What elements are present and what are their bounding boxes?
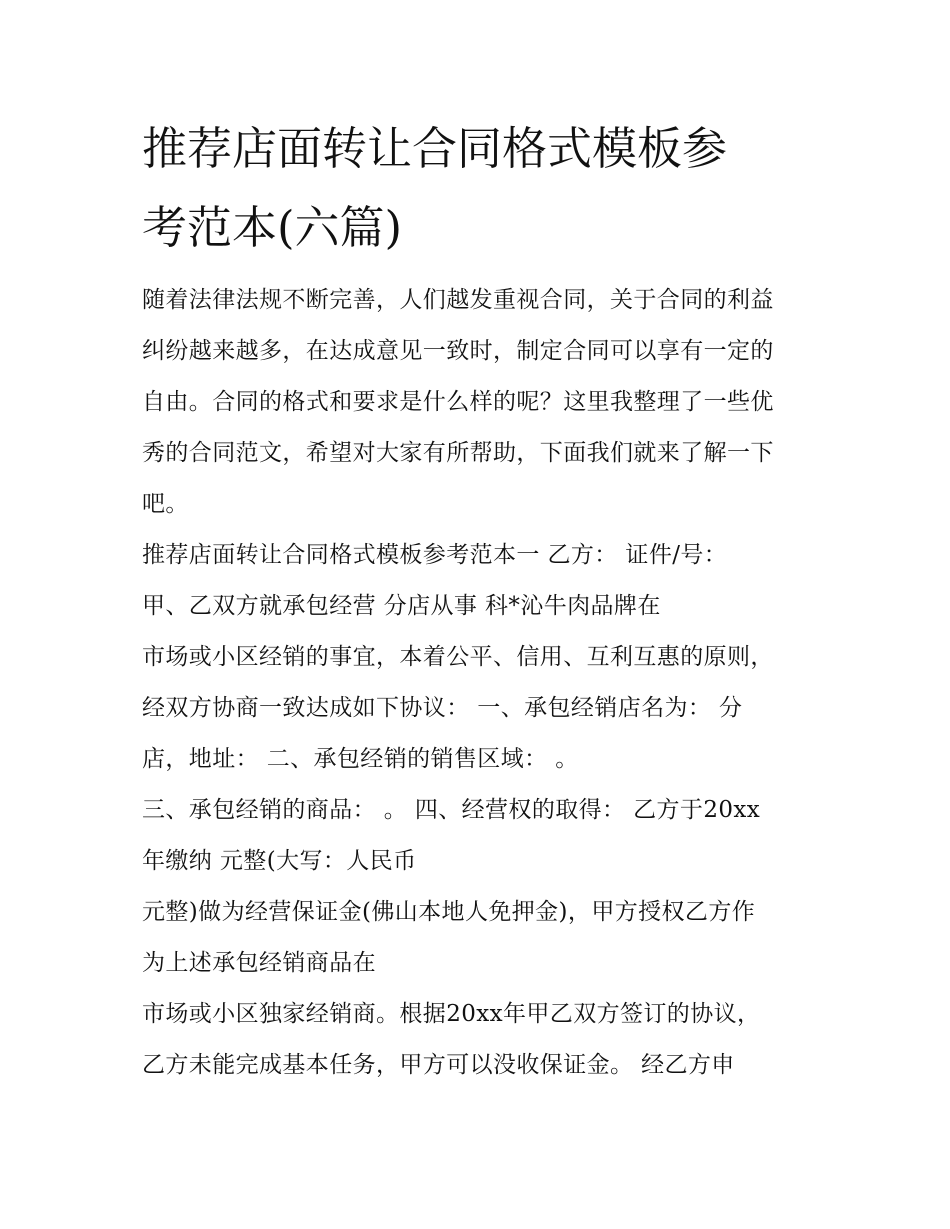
body-line: 自由。合同的格式和要求是什么样的呢？这里我整理了一些优	[142, 389, 774, 415]
body-line: 市场或小区经销的事宜，本着公平、信用、互利互惠的原则，	[142, 644, 774, 670]
body-line: 纠纷越来越多，在达成意见一致时，制定合同可以享有一定的	[142, 338, 774, 364]
body-line: 为上述承包经销商品在	[142, 950, 376, 976]
document-title-line-2: 考范本(六篇)	[142, 201, 403, 254]
body-line: 吧。	[142, 491, 189, 517]
body-line: 店，地址： 二、承包经销的销售区域： 。	[142, 746, 579, 772]
body-line: 乙方未能完成基本任务，甲方可以没收保证金。 经乙方申	[142, 1052, 735, 1078]
body-line: 随着法律法规不断完善，人们越发重视合同，关于合同的利益	[142, 287, 774, 313]
body-line: 甲、乙双方就承包经营 分店从事 科*沁牛肉品牌在	[142, 593, 661, 619]
body-line: 经双方协商一致达成如下协议： 一、承包经销店名为： 分	[142, 695, 743, 721]
body-line: 推荐店面转让合同格式模板参考范本一 乙方： 证件/号：	[142, 542, 728, 568]
body-line: 元整)做为经营保证金(佛山本地人免押金)，甲方授权乙方作	[142, 899, 756, 925]
document-title-line-1: 推荐店面转让合同格式模板参	[142, 122, 728, 175]
body-line: 年缴纳 元整(大写：人民币	[142, 848, 417, 874]
body-line: 市场或小区独家经销商。根据20xx年甲乙双方签订的协议，	[142, 1001, 761, 1027]
body-line: 三、承包经销的商品： 。 四、经营权的取得： 乙方于20xx	[142, 797, 761, 823]
body-line: 秀的合同范文，希望对大家有所帮助，下面我们就来了解一下	[142, 440, 774, 466]
